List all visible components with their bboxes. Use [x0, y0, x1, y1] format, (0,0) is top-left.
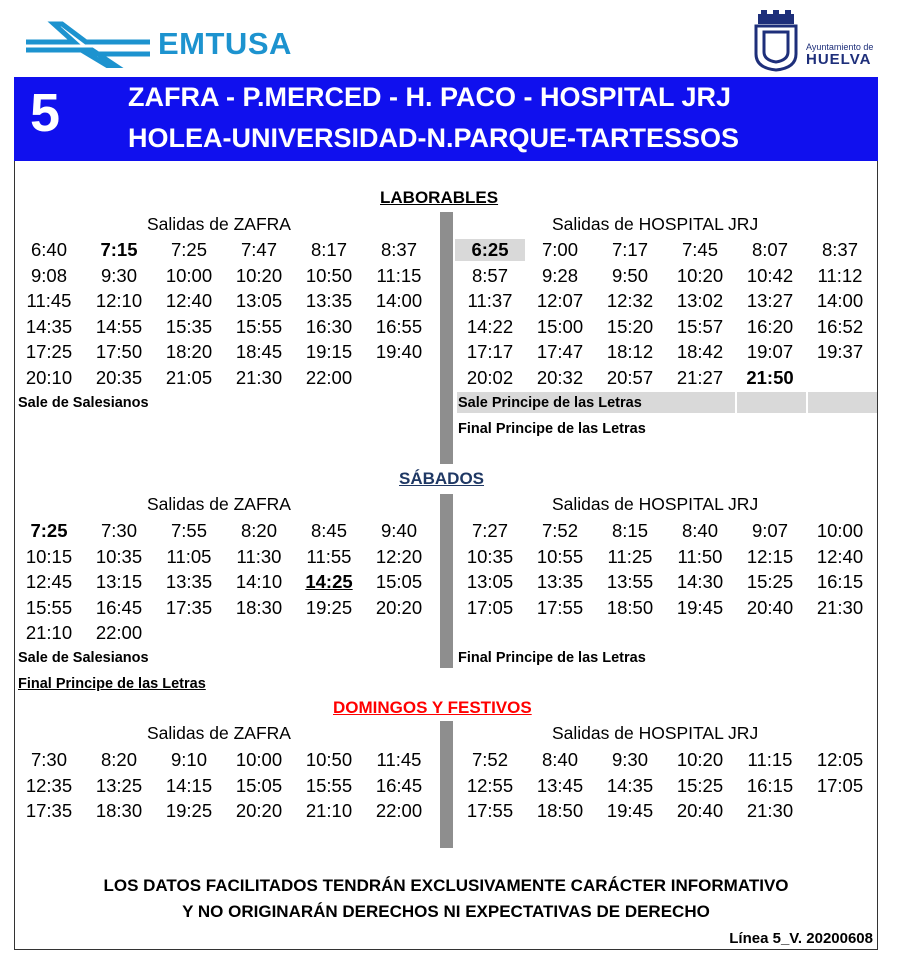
- domingos-left-head: Salidas de ZAFRA: [147, 723, 291, 743]
- departure-time: 19:25: [305, 596, 353, 618]
- section-domingos: DOMINGOS Y FESTIVOS: [333, 698, 532, 717]
- sabados-left-head: Salidas de ZAFRA: [147, 494, 291, 514]
- departure-time: 12:35: [25, 774, 73, 796]
- laborables-right-head: Salidas de HOSPITAL JRJ: [552, 214, 759, 234]
- departure-time: 9:28: [541, 264, 578, 286]
- departure-time: 20:20: [375, 596, 423, 618]
- departure-time: 15:20: [606, 315, 654, 337]
- departure-time: 16:45: [375, 774, 423, 796]
- departure-time: 14:00: [816, 290, 864, 311]
- departure-time: 12:40: [165, 290, 213, 311]
- departure-time: 9:30: [611, 749, 648, 770]
- departure-time: 10:00: [235, 749, 283, 770]
- departure-time: 16:52: [816, 315, 864, 337]
- departure-time: 7:25: [30, 520, 68, 541]
- departure-time: 17:55: [466, 800, 514, 821]
- departure-time: 20:02: [466, 366, 514, 388]
- departure-time: 14:35: [606, 774, 654, 796]
- departure-time: 14:30: [676, 571, 724, 592]
- city-name: HUELVA: [806, 51, 872, 68]
- departure-time: 17:35: [165, 596, 213, 618]
- departure-time: 12:32: [606, 290, 654, 311]
- departure-time: 12:45: [25, 571, 73, 592]
- departure-time: 8:20: [100, 749, 137, 770]
- departure-time: 16:15: [746, 774, 794, 796]
- departure-time: 20:10: [25, 366, 73, 388]
- departure-time: 21:30: [746, 800, 794, 821]
- departure-time: 10:42: [746, 264, 794, 286]
- departure-time: 15:25: [746, 571, 794, 592]
- note-final-principe: Final Principe de las Letras: [458, 421, 646, 437]
- departure-time: 7:25: [170, 239, 207, 260]
- divider-laborables: [440, 212, 453, 464]
- departure-time: 18:50: [606, 596, 654, 618]
- departure-time: 14:22: [466, 315, 514, 337]
- departure-time: 16:55: [375, 315, 423, 337]
- departure-time: 17:47: [536, 341, 584, 362]
- departure-time: 10:20: [676, 749, 724, 770]
- departure-time: 15:35: [165, 315, 213, 337]
- departure-time: 18:42: [676, 341, 724, 362]
- departure-time: 8:07: [751, 239, 788, 260]
- departure-time: 11:25: [607, 545, 653, 567]
- departure-time: 15:25: [676, 774, 724, 796]
- departure-time: 15:55: [25, 596, 73, 618]
- departure-time: 12:55: [466, 774, 514, 796]
- departure-time: 14:35: [25, 315, 73, 337]
- departure-time: 19:15: [305, 341, 353, 362]
- departure-time: 13:45: [536, 774, 584, 796]
- departure-time: 17:05: [816, 774, 864, 796]
- note-final-principe: Final Principe de las Letras: [458, 650, 646, 666]
- departure-time: 8:15: [611, 520, 648, 541]
- departure-time: 12:15: [746, 545, 794, 567]
- departure-time: 19:40: [375, 341, 423, 362]
- departure-time: 13:27: [746, 290, 794, 311]
- departure-time: 9:30: [100, 264, 137, 286]
- disclaimer-line-1: LOS DATOS FACILITADOS TENDRÁN EXCLUSIVAMENTE CARÁCTER INFORMATIVO: [103, 876, 789, 895]
- departure-time: 9:07: [751, 520, 788, 541]
- departure-time: 7:47: [240, 239, 277, 260]
- departure-time: 14:55: [95, 315, 143, 337]
- departure-time: 10:50: [305, 264, 353, 286]
- departure-time: 13:02: [676, 290, 724, 311]
- departure-time: 17:25: [25, 341, 73, 362]
- departure-time: 6:40: [30, 239, 67, 260]
- departure-time: 11:45: [376, 749, 422, 770]
- departure-time: 13:05: [466, 571, 514, 592]
- departure-time: 20:32: [536, 366, 584, 388]
- departure-time: 8:20: [240, 520, 277, 541]
- section-sabados: SÁBADOS: [399, 469, 485, 488]
- departure-time: 8:17: [310, 239, 347, 260]
- departure-time: 10:00: [816, 520, 864, 541]
- section-laborables: LABORABLES: [380, 188, 499, 207]
- departure-time: 8:40: [681, 520, 718, 541]
- line-number: 5: [30, 83, 61, 143]
- departure-time: 10:50: [305, 749, 353, 770]
- departure-time: 18:50: [536, 800, 584, 821]
- departure-time: 8:57: [471, 264, 508, 286]
- divider-sabados: [440, 494, 453, 668]
- departure-time: 21:30: [235, 366, 283, 388]
- departure-time: 9:40: [380, 520, 417, 541]
- departure-time: 7:30: [100, 520, 137, 541]
- departure-time: 14:00: [375, 290, 423, 311]
- departure-time: 21:10: [25, 622, 73, 643]
- departure-time: 13:35: [536, 571, 584, 592]
- departure-time: 16:20: [746, 315, 794, 337]
- departure-time: 21:50: [746, 366, 794, 388]
- departure-time: 17:05: [466, 596, 514, 618]
- departure-time: 18:45: [235, 341, 283, 362]
- departure-time: 13:35: [165, 571, 213, 592]
- departure-time: 10:00: [165, 264, 213, 286]
- departure-time: 13:15: [95, 571, 143, 592]
- route-title-1: ZAFRA - P.MERCED - H. PACO - HOSPITAL JRJ: [128, 82, 732, 112]
- departure-time: 10:55: [536, 545, 584, 567]
- departure-time: 7:17: [611, 239, 648, 260]
- departure-time: 12:10: [95, 290, 143, 311]
- departure-time: 22:00: [305, 366, 353, 388]
- departure-time: 13:55: [606, 571, 654, 592]
- note-sale-salesianos: Sale de Salesianos: [18, 650, 149, 666]
- departure-time: 10:20: [235, 264, 283, 286]
- departure-time: 7:55: [170, 520, 207, 541]
- departure-time: 20:35: [95, 366, 143, 388]
- departure-time: 11:15: [376, 264, 422, 286]
- departure-time: 7:00: [541, 239, 578, 260]
- departure-time: 19:45: [606, 800, 654, 821]
- departure-time: 10:35: [466, 545, 514, 567]
- departure-time: 19:07: [746, 341, 794, 362]
- divider-domingos: [440, 721, 453, 848]
- departure-time: 15:05: [235, 774, 283, 796]
- departure-time: 11:55: [306, 545, 352, 567]
- departure-time: 15:55: [235, 315, 283, 337]
- departure-time: 7:27: [471, 520, 508, 541]
- route-title-2: HOLEA-UNIVERSIDAD-N.PARQUE-TARTESSOS: [128, 123, 740, 153]
- sabados-right-head: Salidas de HOSPITAL JRJ: [552, 494, 759, 514]
- note-final-principe-left: Final Principe de las Letras: [18, 676, 206, 692]
- departure-time: 21:05: [165, 366, 213, 388]
- departure-time: 15:05: [375, 571, 423, 592]
- emtusa-logo-icon: [22, 20, 162, 68]
- departure-time: 10:35: [95, 545, 143, 567]
- departure-time: 14:25: [305, 571, 353, 592]
- departure-time: 18:20: [165, 341, 213, 362]
- departure-time: 21:10: [305, 800, 353, 821]
- departure-time: 7:52: [541, 520, 578, 541]
- departure-time: 7:30: [30, 749, 67, 770]
- departure-time: 17:55: [536, 596, 584, 618]
- departure-time: 16:45: [95, 596, 143, 618]
- departure-time: 12:20: [375, 545, 423, 567]
- domingos-right-head: Salidas de HOSPITAL JRJ: [552, 723, 759, 743]
- departure-time: 11:15: [747, 749, 793, 770]
- departure-time: 16:15: [816, 571, 864, 592]
- version-label: Línea 5_V. 20200608: [729, 930, 873, 947]
- departure-time: 21:27: [676, 366, 724, 388]
- departure-time: 15:00: [536, 315, 584, 337]
- departure-time: 17:35: [25, 800, 73, 821]
- departure-time: 11:12: [817, 264, 863, 286]
- departure-time: 8:37: [821, 239, 858, 260]
- brand-name: EMTUSA: [158, 26, 292, 61]
- departure-time: 17:17: [466, 341, 514, 362]
- disclaimer-line-2: Y NO ORIGINARÁN DERECHOS NI EXPECTATIVAS DE DERECHO: [182, 902, 710, 921]
- departure-time: 19:37: [816, 341, 864, 362]
- departure-time: 7:52: [471, 749, 508, 770]
- departure-time: 8:37: [380, 239, 417, 260]
- departure-time: 16:30: [305, 315, 353, 337]
- departure-time: 10:20: [676, 264, 724, 286]
- laborables-left-head: Salidas de ZAFRA: [147, 214, 291, 234]
- departure-time: 13:35: [305, 290, 353, 311]
- highlight-bar: [737, 392, 806, 413]
- departure-time: 11:45: [26, 290, 72, 311]
- departure-time: 13:05: [235, 290, 283, 311]
- departure-time: 22:00: [95, 622, 143, 643]
- departure-time: 8:40: [541, 749, 578, 770]
- departure-time: 20:20: [235, 800, 283, 821]
- huelva-coat-of-arms-icon: [752, 10, 800, 72]
- departure-time: 7:45: [681, 239, 718, 260]
- departure-time: 8:45: [310, 520, 347, 541]
- departure-time: 20:57: [606, 366, 654, 388]
- departure-time: 19:25: [165, 800, 213, 821]
- departure-time: 14:10: [235, 571, 283, 592]
- departure-time: 11:37: [467, 290, 513, 311]
- departure-time: 9:50: [611, 264, 648, 286]
- departure-time: 12:40: [816, 545, 864, 567]
- departure-time: 7:15: [100, 239, 138, 260]
- note-sale-principe: Sale Principe de las Letras: [458, 395, 642, 411]
- departure-time: 11:50: [677, 545, 723, 567]
- departure-time: 12:07: [536, 290, 584, 311]
- departure-time: 15:57: [676, 315, 724, 337]
- departure-time: 22:00: [375, 800, 423, 821]
- departure-time: 20:40: [746, 596, 794, 618]
- highlight-bar: [808, 392, 877, 413]
- city-caption: Ayuntamiento de: [806, 42, 874, 52]
- departure-time: 19:45: [676, 596, 724, 618]
- departure-time: 15:55: [305, 774, 353, 796]
- departure-time: 11:30: [236, 545, 282, 567]
- departure-time: 18:30: [235, 596, 283, 618]
- departure-time: 18:30: [95, 800, 143, 821]
- departure-time: 9:10: [170, 749, 207, 770]
- departure-time: 21:30: [816, 596, 864, 618]
- departure-time: 11:05: [166, 545, 212, 567]
- note-sale-salesianos: Sale de Salesianos: [18, 395, 149, 411]
- departure-time: 20:40: [676, 800, 724, 821]
- departure-time: 17:50: [95, 341, 143, 362]
- departure-time: 10:15: [25, 545, 73, 567]
- departure-time: 18:12: [606, 341, 654, 362]
- departure-time: 6:25: [455, 239, 525, 261]
- departure-time: 14:15: [165, 774, 213, 796]
- departure-time: 13:25: [95, 774, 143, 796]
- departure-time: 9:08: [30, 264, 67, 286]
- departure-time: 12:05: [816, 749, 864, 770]
